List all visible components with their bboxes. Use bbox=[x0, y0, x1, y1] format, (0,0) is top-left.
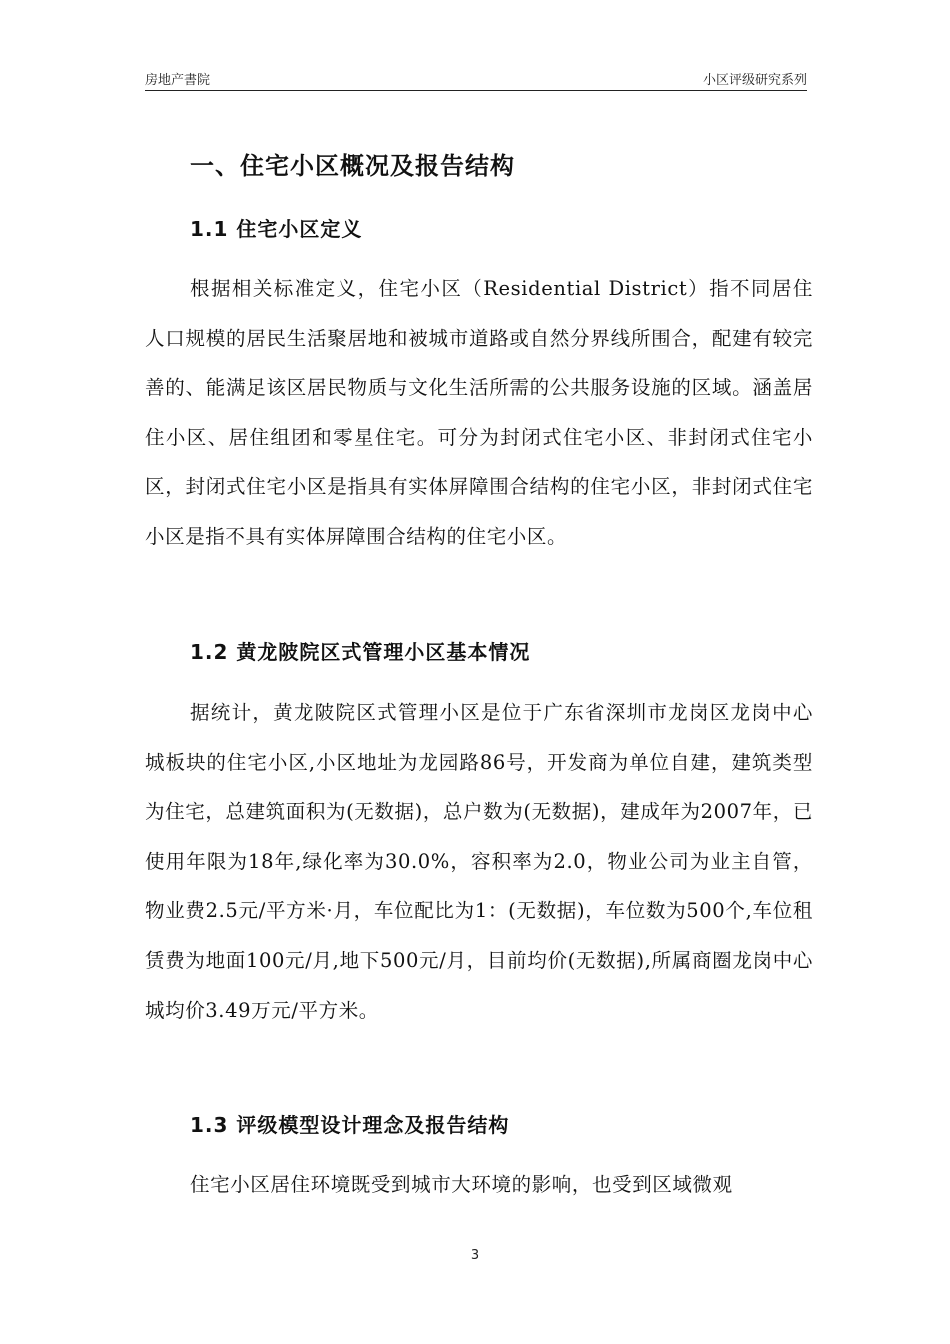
paragraph-1-2: 据统计，黄龙陂院区式管理小区是位于广东省深圳市龙岗区龙岗中心城板块的住宅小区,小区地址为龙园路86号，开发商为单位自建，建筑类型为住宅，总建筑面积为(无数据)，总户数为(无数据)，建成年为2007年，已使用年限为18年,绿化率为30.0%，容积率为2.0，物业公司为业主自管，物业费2.5元/平方米·月，车位配比为1：(无数据)，车位数为500个,车位租赁费为地面100元/月,地下500元/月，目前均价(无数据),所属商圈龙岗中心城均价3.49万元/平方米。 bbox=[145, 701, 813, 1022]
paragraph-1-1: 根据相关标准定义，住宅小区（Residential District）指不同居住人口规模的居民生活聚居地和被城市道路或自然分界线所围合，配建有较完善的、能满足该区居民物质与文化生活所需的公共服务设施的区域。涵盖居住小区、居住组团和零星住宅。可分为封闭式住宅小区、非封闭式住宅小区，封闭式住宅小区是指具有实体屏障围合结构的住宅小区，非封闭式住宅小区是指不具有实体屏障围合结构的住宅小区。 bbox=[145, 277, 813, 548]
paragraph-1-3: 住宅小区居住环境既受到城市大环境的影响，也受到区域微观 bbox=[190, 1173, 733, 1196]
subsection-title-1-2: 1.2 黄龙陂院区式管理小区基本情况 bbox=[190, 640, 531, 664]
subsection-title-1-3: 1.3 评级模型设计理念及报告结构 bbox=[190, 1113, 510, 1137]
header-publisher: 房地产書院 bbox=[145, 73, 211, 88]
subsection-title-1-1: 1.1 住宅小区定义 bbox=[190, 217, 363, 241]
page-header bbox=[145, 66, 807, 91]
header-series-title: 小区评级研究系列 bbox=[702, 73, 807, 88]
section-title: 一、住宅小区概况及报告结构 bbox=[190, 152, 515, 180]
page-number: 3 bbox=[470, 1248, 480, 1263]
